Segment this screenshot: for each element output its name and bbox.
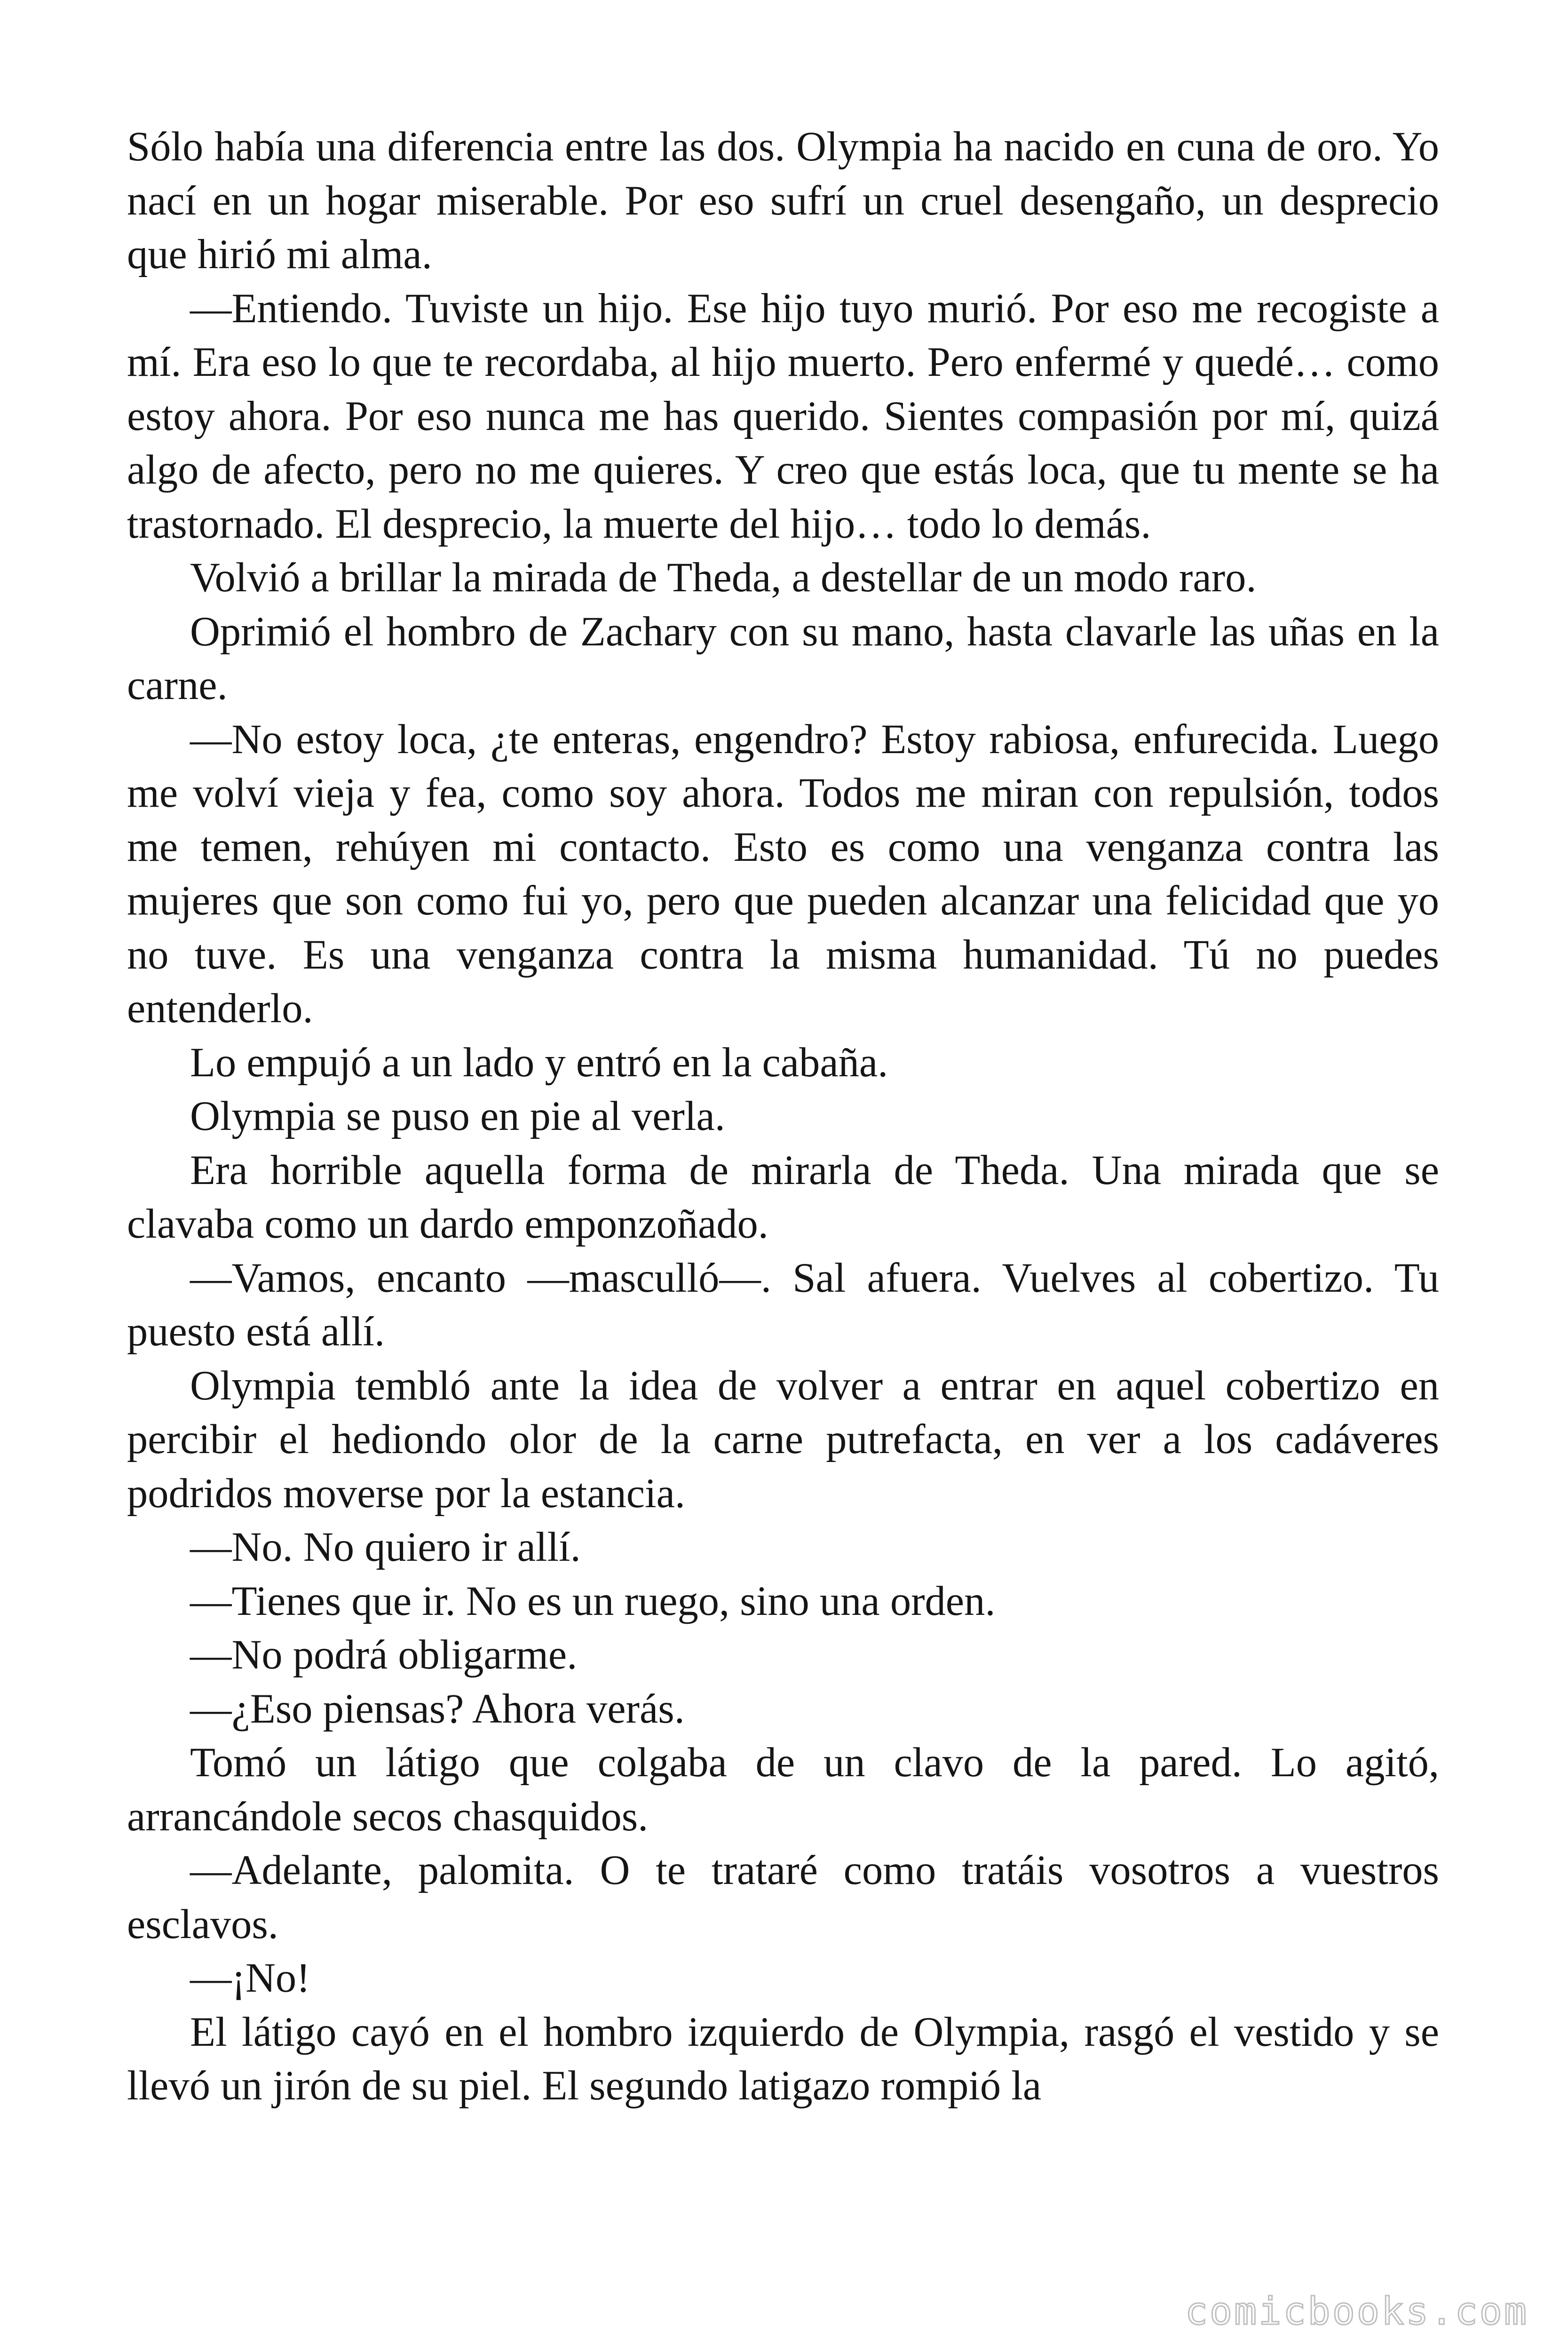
paragraph: Oprimió el hombro de Zachary con su mano, hasta clavarle las uñas en la carne. — [127, 608, 1439, 708]
paragraph: Sólo había una diferencia entre las dos. Olympia ha nacido en cuna de oro. Yo nací en un hogar miserable. Por eso sufrí un cruel desengaño, un desprecio que hirió mi alma. — [127, 124, 1439, 278]
paragraph: —No podrá obligarme. — [190, 1632, 578, 1678]
paragraph: Volvió a brillar la mirada de Theda, a destellar de un modo raro. — [190, 555, 1257, 601]
paragraph: Olympia tembló ante la idea de volver a entrar en aquel cobertizo en percibir el hediondo olor de la carne putrefacta, en ver a los cadáveres podridos moverse por la estancia. — [127, 1362, 1439, 1517]
paragraph: Lo empujó a un lado y entró en la cabaña. — [190, 1039, 888, 1086]
paragraph: —No. No quiero ir allí. — [190, 1524, 581, 1570]
paragraph: Tomó un látigo que colgaba de un clavo de la pared. Lo agitó, arrancándole secos chasquidos. — [127, 1740, 1439, 1840]
paragraph: Olympia se puso en pie al verla. — [190, 1093, 725, 1139]
paragraph: El látigo cayó en el hombro izquierdo de Olympia, rasgó el vestido y se llevó un jirón de su piel. El segundo latigazo rompió la — [127, 2009, 1439, 2109]
paragraph: —Tienes que ir. No es un ruego, sino una orden. — [190, 1578, 996, 1624]
paragraph: Era horrible aquella forma de mirarla de Theda. Una mirada que se clavaba como un dardo emponzoñado. — [127, 1147, 1439, 1247]
paragraph: —Entiendo. Tuviste un hijo. Ese hijo tuyo murió. Por eso me recogiste a mí. Era eso lo que te recordaba, al hijo muerto. Pero enfermé y quedé… como estoy ahora. Por eso nunca me has querido. Sientes compasión por mí, quizá algo de afecto, pero no me quieres. Y creo que estás loca, que tu mente se ha trastornado. El desprecio, la muerte del hijo… todo lo demás. — [127, 285, 1439, 547]
paragraph: —Vamos, encanto —masculló—. Sal afuera. Vuelves al cobertizo. Tu puesto está allí. — [127, 1255, 1439, 1355]
watermark: comicbooks.com — [1185, 2289, 1528, 2333]
paragraph: —Adelante, palomita. O te trataré como tratáis vosotros a vuestros esclavos. — [127, 1847, 1439, 1947]
paragraph: —¡No! — [190, 1955, 310, 2001]
paragraph: —No estoy loca, ¿te enteras, engendro? Estoy rabiosa, enfurecida. Luego me volví vieja y fea, como soy ahora. Todos me miran con repulsión, todos me temen, rehúyen mi contacto. Esto es como una venganza contra las mujeres que son como fui yo, pero que pueden alcanzar una felicidad que yo no tuve. Es una venganza contra la misma humanidad. Tú no puedes entenderlo. — [127, 716, 1439, 1032]
paragraph: —¿Eso piensas? Ahora verás. — [190, 1685, 685, 1732]
page-body-text — [127, 120, 1439, 2113]
